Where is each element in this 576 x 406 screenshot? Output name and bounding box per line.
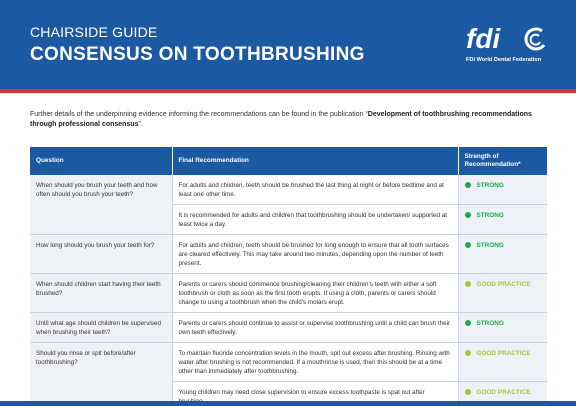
strength-cell: [458, 205, 547, 235]
table-row: [30, 343, 547, 382]
strength-dot-icon: [465, 242, 471, 248]
question-cell: Should you rinse or spit before/after toothbrushing?: [30, 343, 172, 382]
strength-dot-icon: [465, 212, 471, 218]
strength-cell: [458, 235, 547, 274]
question-cell: When should you brush your teeth and how often should you brush your teeth?: [30, 175, 172, 205]
strength-label: STRONG: [476, 212, 504, 219]
eyebrow-label: CHAIRSIDE GUIDE: [30, 24, 158, 40]
recommendation-cell: Parents or carers should continue to assist or supervise toothbrushing until a child can brush their own teeth effectively.: [172, 313, 458, 343]
strength-badge: [465, 389, 531, 396]
fdi-logo: [466, 24, 552, 68]
recommendation-cell: For adults and children, teeth should be brushed the last thing at night or before bedtime and at least one other time.: [172, 175, 458, 205]
logo-subtitle: FDI World Dental Federation: [466, 57, 542, 63]
strength-badge: [465, 212, 504, 219]
strength-badge: [465, 182, 504, 189]
intro-suffix: ”.: [138, 121, 143, 128]
strength-label: STRONG: [476, 320, 504, 327]
recommendations-table: [30, 147, 547, 406]
table-row: [30, 175, 547, 205]
fdi-arc-logo-icon: [522, 27, 548, 53]
table-row: [30, 205, 547, 235]
strength-label: GOOD PRACTICE: [476, 281, 531, 288]
page-title: CONSENSUS ON TOOTHBRUSHING: [30, 44, 365, 65]
question-cell: When should children start having their teeth brushed?: [30, 274, 172, 313]
column-header-strength: Strength of Recommendation*: [458, 147, 547, 175]
table-row: [30, 235, 547, 274]
strength-badge: [465, 242, 504, 249]
strength-dot-icon: [465, 389, 471, 395]
strength-label: STRONG: [476, 242, 504, 249]
strength-badge: [465, 350, 531, 357]
question-cell: [30, 205, 172, 235]
question-cell: How long should you brush your teeth for?: [30, 235, 172, 274]
column-header-recommendation: Final Recommendation: [172, 147, 458, 175]
strength-dot-icon: [465, 182, 471, 188]
intro-paragraph: [30, 110, 546, 130]
strength-label: GOOD PRACTICE: [476, 389, 531, 396]
table-row: [30, 274, 547, 313]
table-row: [30, 313, 547, 343]
strength-cell: [458, 313, 547, 343]
header-divider: [0, 89, 576, 93]
strength-cell: [458, 175, 547, 205]
strength-label: STRONG: [476, 182, 504, 189]
strength-dot-icon: [465, 320, 471, 326]
recommendation-cell: Parents or carers should commence brushing/cleaning their children’s teeth with either a soft toothbrush or cloth as soon as the first tooth erupts. If using a cloth, parents or carers should change to using a toothbrush when the child’s molars erupt.: [172, 274, 458, 313]
recommendation-cell: It is recommended for adults and children that toothbrushing should be undertaken/ supported at least twice a day.: [172, 205, 458, 235]
strength-badge: [465, 320, 504, 327]
intro-text: Further details of the underpinning evidence informing the recommendations can be found in the publication “: [30, 111, 368, 118]
column-header-question: Question: [30, 147, 172, 175]
footer-bar: [0, 401, 576, 406]
recommendation-cell: To maintain fluoride concentration levels in the mouth, spit out excess after brushing. Rinsing with water after brushing is not recommended. If a mouthrinse is used, then this should be at a time other than immediately after toothbrushing.: [172, 343, 458, 382]
strength-badge: [465, 281, 531, 288]
publication-title: Development of toothbrushing recommendations through professional consensus: [30, 111, 532, 128]
table-header-row: [30, 147, 547, 175]
logo-wordmark: fdi: [466, 23, 501, 54]
recommendation-cell: For adults and children, teeth should be brushed for long enough to ensure that all tooth surfaces are cleared effectively. This may take around two minutes, depending upon the number of teeth present.: [172, 235, 458, 274]
strength-dot-icon: [465, 281, 471, 287]
strength-dot-icon: [465, 350, 471, 356]
header-banner: [0, 0, 576, 89]
recommendation-cell: Young children may need close supervision to ensure excess toothpaste is spat out after: [172, 382, 458, 406]
strength-cell: [458, 274, 547, 313]
question-cell: Until what age should children be supervised when brushing their teeth?: [30, 313, 172, 343]
strength-label: GOOD PRACTICE: [476, 350, 531, 357]
strength-cell: [458, 343, 547, 382]
